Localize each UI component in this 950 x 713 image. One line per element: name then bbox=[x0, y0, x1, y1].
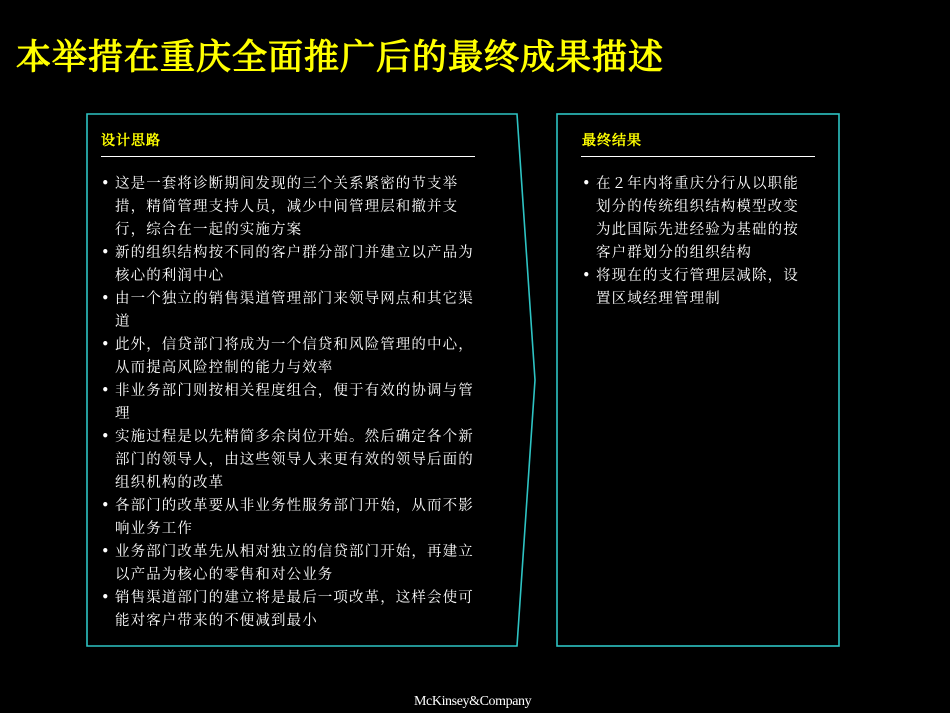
list-item: • 此外，信贷部门将成为一个信贷和风险管理的中心，从而提高风险控制的能力与效率 bbox=[101, 334, 479, 380]
list-item: • 各部门的改革要从非业务性服务部门开始，从而不影响业务工作 bbox=[101, 495, 479, 541]
page-title: 本举措在重庆全面推广后的最终成果描述 bbox=[16, 38, 665, 78]
left-panel-divider bbox=[101, 156, 475, 157]
list-item: • 新的组织结构按不同的客户群分部门并建立以产品为核心的利润中心 bbox=[101, 242, 479, 288]
list-item: • 在２年内将重庆分行从以职能划分的传统组织结构模型改变为此国际先进经验为基础的按客户群划分的组织结构 bbox=[582, 173, 812, 265]
right-panel-heading: 最终结果 bbox=[582, 133, 642, 149]
left-bullet-list bbox=[101, 173, 479, 633]
list-item: • 由一个独立的销售渠道管理部门来领导网点和其它渠道 bbox=[101, 288, 479, 334]
right-bullet-list bbox=[582, 173, 812, 311]
list-item: • 销售渠道部门的建立将是最后一项改革，这样会使可能对客户带来的不便减到最小 bbox=[101, 587, 479, 633]
list-item: • 业务部门改革先从相对独立的信贷部门开始，再建立以产品为核心的零售和对公业务 bbox=[101, 541, 479, 587]
list-item: • 将现在的支行管理层减除，设置区域经理管理制 bbox=[582, 265, 812, 311]
mckinsey-logo: McKinsey&Company bbox=[414, 694, 532, 709]
left-panel-heading: 设计思路 bbox=[101, 133, 161, 149]
right-panel-divider bbox=[581, 156, 815, 157]
list-item: • 非业务部门则按相关程度组合，便于有效的协调与管理 bbox=[101, 380, 479, 426]
list-item: • 实施过程是以先精简多余岗位开始。然后确定各个新部门的领导人，由这些领导人来更有效的领导后面的组织机构的改革 bbox=[101, 426, 479, 495]
list-item: • 这是一套将诊断期间发现的三个关系紧密的节支举措，精简管理支持人员，减少中间管理层和撤并支行，综合在一起的实施方案 bbox=[101, 173, 479, 242]
